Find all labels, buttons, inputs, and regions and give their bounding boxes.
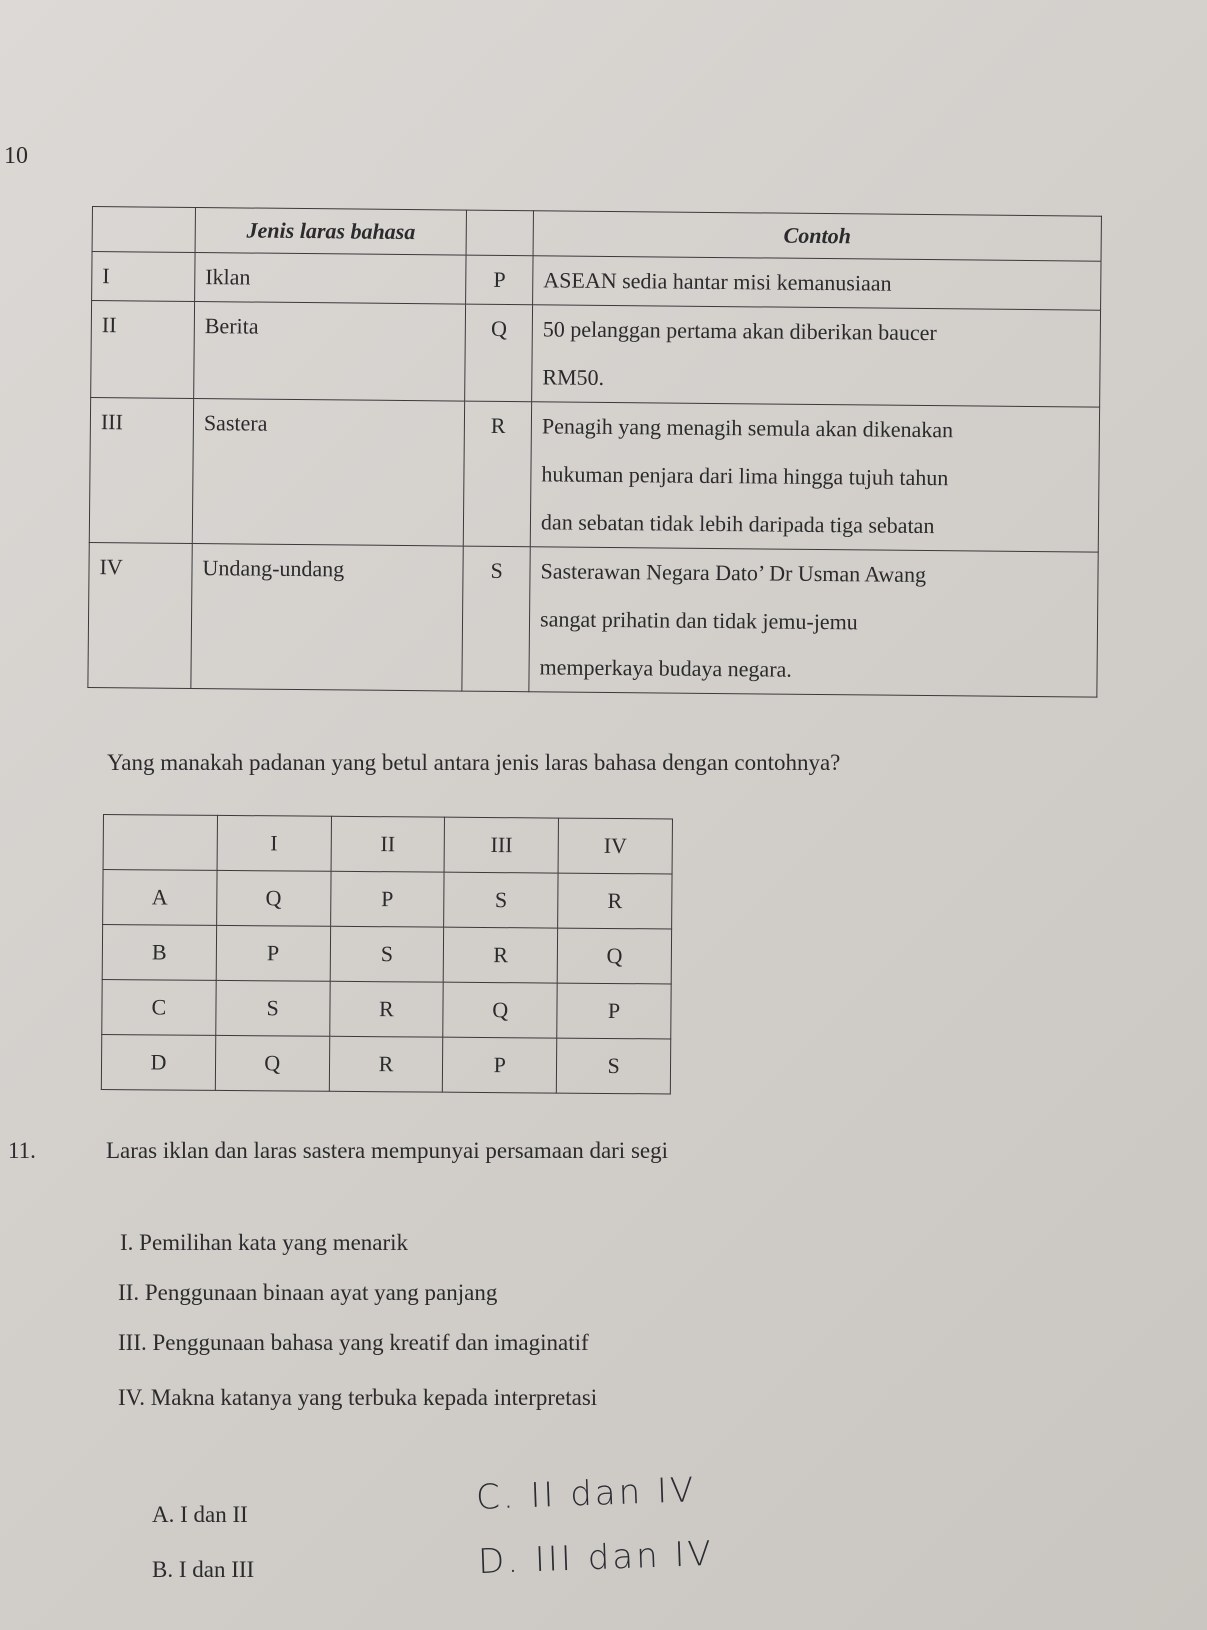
answer-cell: R xyxy=(329,981,443,1037)
contoh-line: hukuman penjara dari lima hingga tujuh tahun xyxy=(541,461,949,491)
option-a: A. I dan II xyxy=(152,1502,248,1527)
row-number: II xyxy=(91,301,195,399)
contoh-line: Sasterawan Negara Dato’ Dr Usman Awang xyxy=(540,558,927,588)
answer-header-row xyxy=(103,815,672,874)
handwritten-option-c: C. II dan IV xyxy=(475,1470,697,1518)
statement-item: IV. Makna katanya yang terbuka kepada interpretasi xyxy=(118,1385,598,1410)
answer-option-letter: C xyxy=(102,979,216,1035)
row-code: R xyxy=(464,401,532,547)
answer-option-letter: B xyxy=(102,925,216,981)
answer-cell: P xyxy=(443,1037,557,1093)
answer-header-cell: IV xyxy=(558,818,672,874)
statement-item: III. Penggunaan bahasa yang kreatif dan imaginatif xyxy=(118,1330,589,1355)
answer-cell: P xyxy=(557,983,671,1039)
answer-cell: Q xyxy=(557,928,671,984)
row-code: Q xyxy=(465,304,532,402)
answer-header-cell: II xyxy=(331,816,445,872)
row-jenis: Berita xyxy=(194,301,466,401)
header-empty-code xyxy=(466,210,533,256)
row-jenis: Undang-undang xyxy=(191,543,464,691)
table-row xyxy=(91,301,1101,408)
answer-cell: Q xyxy=(215,1035,329,1091)
question-11-stem xyxy=(8,1138,668,1164)
contoh-line: Penagih yang menagih semula akan dikenakan xyxy=(541,413,954,443)
answer-header-cell xyxy=(103,815,217,871)
answer-cell: S xyxy=(444,872,558,928)
answer-cell: S xyxy=(330,926,444,982)
contoh-line: dan sebatan tidak lebih daripada tiga sebatan xyxy=(540,509,935,539)
question-number: 10 xyxy=(4,143,28,169)
answer-cell: Q xyxy=(216,870,330,926)
contoh-line: ASEAN sedia hantar misi kemanusiaan xyxy=(543,267,892,296)
header-jenis: Jenis laras bahasa xyxy=(195,207,467,255)
statement-item: I. Pemilihan kata yang menarik xyxy=(120,1230,409,1255)
question-text: Laras iklan dan laras sastera mempunyai persamaan dari segi xyxy=(106,1138,668,1163)
answer-cell: R xyxy=(558,873,672,929)
row-code: P xyxy=(466,255,533,305)
question-number: 11. xyxy=(8,1138,36,1163)
answer-row xyxy=(101,1034,670,1093)
answer-row xyxy=(102,925,671,984)
header-contoh: Contoh xyxy=(533,211,1101,261)
answer-header-cell: III xyxy=(444,817,558,873)
contoh-line: sangat prihatin dan tidak jemu-jemu xyxy=(539,606,858,635)
row-number: III xyxy=(89,397,193,543)
table-row xyxy=(89,397,1099,552)
answer-table xyxy=(101,814,673,1094)
answer-row xyxy=(103,870,672,929)
answer-cell: S xyxy=(216,980,330,1036)
question-stem: Yang manakah padanan yang betul antara jenis laras bahasa dengan contohnya? xyxy=(107,750,841,775)
table-row xyxy=(88,542,1098,697)
row-contoh xyxy=(533,256,1101,310)
contoh-line: RM50. xyxy=(542,364,605,390)
row-jenis: Sastera xyxy=(192,398,465,546)
row-number: IV xyxy=(88,542,192,688)
answer-cell: R xyxy=(444,927,558,983)
handwritten-option-d: D. III dan IV xyxy=(477,1533,715,1583)
row-code: S xyxy=(462,546,530,692)
contoh-line: 50 pelanggan pertama akan diberikan baucer xyxy=(542,316,937,346)
row-contoh xyxy=(532,305,1101,407)
statement-item: II. Penggunaan binaan ayat yang panjang xyxy=(118,1280,498,1305)
contoh-line: memperkaya budaya negara. xyxy=(539,654,792,682)
answer-header-cell: I xyxy=(217,815,331,871)
option-b: B. I dan III xyxy=(152,1557,255,1582)
answer-cell: S xyxy=(557,1038,671,1094)
header-empty-cell xyxy=(92,207,195,253)
row-number: I xyxy=(92,252,195,302)
laras-bahasa-table xyxy=(87,206,1102,698)
row-contoh xyxy=(530,402,1099,552)
answer-cell: P xyxy=(216,925,330,981)
table-row xyxy=(92,252,1101,311)
answer-cell: R xyxy=(329,1036,443,1092)
row-jenis: Iklan xyxy=(195,252,467,304)
answer-option-letter: A xyxy=(103,870,217,926)
answer-cell: Q xyxy=(443,982,557,1038)
row-contoh xyxy=(529,547,1098,697)
answer-option-letter: D xyxy=(101,1034,215,1090)
answer-row xyxy=(102,979,671,1038)
answer-cell: P xyxy=(330,871,444,927)
